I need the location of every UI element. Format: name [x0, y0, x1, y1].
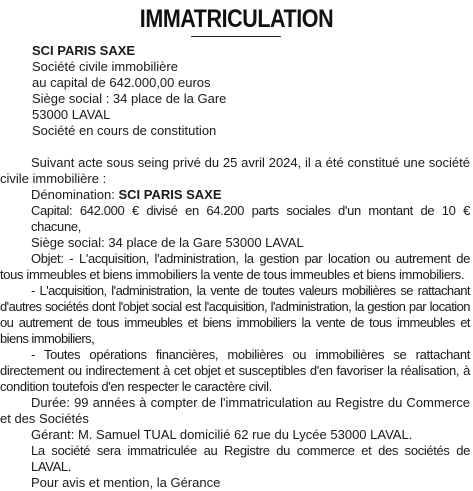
closing-line: Pour avis et mention, la Gérance [31, 475, 221, 490]
company-type: Société civile immobilière [32, 59, 178, 74]
duree-paragraph: Durée: 99 années à compter de l'immatriculation au Registre du Commerce et des Sociétés [0, 395, 470, 426]
objet-paragraph: Objet: - L'acquisition, l'administration, la gestion par location ou autrement de tous immeubles et biens immobiliers la vente de tous immeubles et biens immobiliers. [0, 251, 470, 282]
notice-body [0, 155, 470, 491]
objet-paragraph-3: - Toutes opérations financières, mobilières ou immobilières se rattachant directement ou indirectement à cet objet et susceptibles d'en favoriser la réalisation, à condition toutefois d'en respecter le caractère civil. [0, 347, 470, 394]
company-capital: au capital de 642.000,00 euros [32, 75, 211, 90]
company-city: 53000 LAVAL [32, 107, 111, 122]
denomination-line [0, 187, 470, 203]
denomination-label: Dénomination: [31, 187, 119, 202]
title-underline [191, 36, 281, 37]
immatriculation-line: La société sera immatriculée au Registre du commerce et des sociétés de LAVAL. [31, 443, 470, 474]
intro-paragraph: Suivant acte sous seing privé du 25 avril 2024, il a été constitué une société civile immobilière : [0, 155, 470, 186]
capital-line: Capital: 642.000 € divisé en 64.200 parts sociales d'un montant de 10 € chacune, [31, 203, 470, 234]
company-header [32, 43, 462, 139]
siege-line: Siège social: 34 place de la Gare 53000 LAVAL [31, 235, 304, 250]
company-name: SCI PARIS SAXE [32, 43, 136, 58]
company-siege: Siège social : 34 place de la Gare [32, 91, 227, 106]
gerant-line: Gérant: M. Samuel TUAL domicilié 62 rue du Lycée 53000 LAVAL. [31, 427, 413, 442]
notice-title: IMMATRICULATION [139, 5, 334, 33]
denomination-value: SCI PARIS SAXE [118, 187, 222, 202]
company-status: Société en cours de constitution [32, 123, 217, 138]
objet-paragraph-2: - L'acquisition, l'administration, la vente de toutes valeurs mobilières se rattachant d'autres sociétés dont l'objet social est l'acquisition, l'administration, la gestion par location ou autrement de tous immeubles et biens immobiliers la vente de tous immeubles et biens immobiliers, [0, 283, 470, 346]
